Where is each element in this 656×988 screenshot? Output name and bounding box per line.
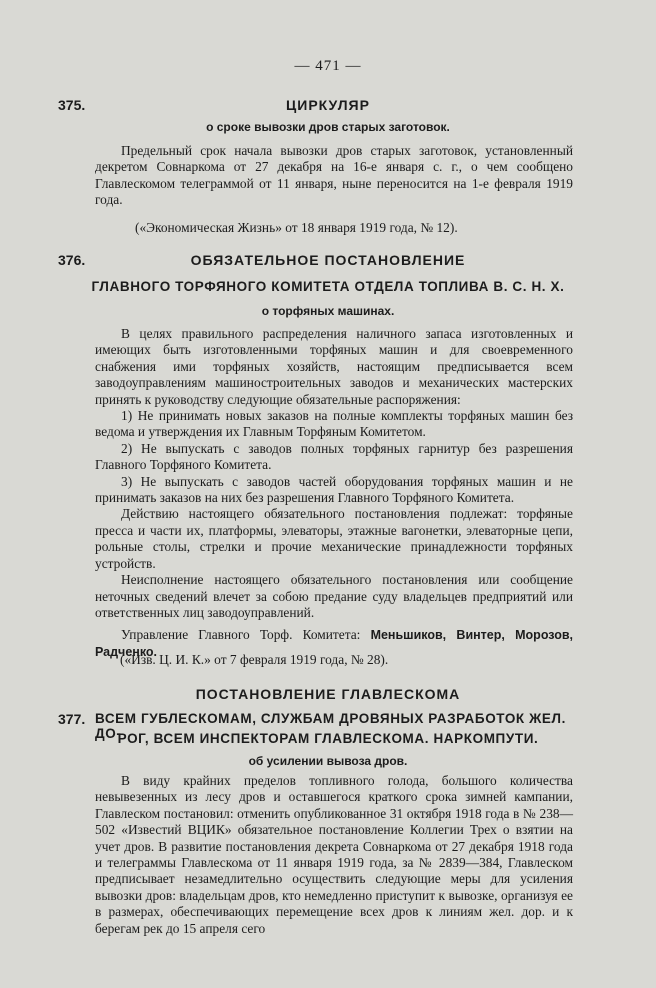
section-377-subtitle: об усилении вывоза дров. [248,754,408,768]
section-376-paragraph-4: 3) Не выпускать с заводов частей оборудования торфяных машин и не принимать заказов на них без разрешения Главного Торфяного Комитета. [95,473,573,506]
section-375-number: 375. [58,97,86,113]
section-377-title-2: РОГ, ВСЕМ ИНСПЕКТОРАМ ГЛАВЛЕСКОМА. НАРКОМПУТИ. [117,731,539,746]
section-377-paragraph: В виду крайних пределов топливного голода, большого количества невывезенных из лесу дров и оставшегося краткого срока зимней кампании, Главлеском постановил: отменить опубликованное 31 октября 1918 года в № 238—502 «Известий ВЦИК» обязательное постановление Коллегии Трех о взятии на учет дров. В развитие постановления декрета Совнаркома от 27 декабря 1918 года и телеграммы Главлескома от 11 января 1919 года, за № 2839—384, Главлеском предписывает незамедлительно осуществить следующие меры для усиления вывозки дров: владельцам дров, кто немедленно приступит к вывозке, организуя ее в размерах, обеспечивающих перемещение всех дров к линиям жел. дор. и к берегам рек до 15 апреля сего [95,773,573,936]
section-377-title: ВСЕМ ГУБЛЕСКОМАМ, СЛУЖБАМ ДРОВЯНЫХ РАЗРАБОТОК ЖЕЛ. ДО- [95,711,566,741]
section-375-paragraph: Предельный срок начала вывозки дров старых заготовок, установленный декретом Совнаркома от 27 декабря на 16-е января с. г., о чем сообщено Главлескомом телеграммой от 11 января, ныне переносится на 1-е февраля 1919 года. [95,143,573,208]
section-376-body [95,326,573,660]
section-376-number: 376. [58,252,86,268]
section-376-paragraph-3: 2) Не выпускать с заводов полных торфяных гарнитур без разрешения Главного Торфяного Комитета. [95,440,573,473]
section-376-title-2: ГЛАВНОГО ТОРФЯНОГО КОМИТЕТА ОТДЕЛА ТОПЛИВА В. С. Н. Х. [91,279,565,294]
section-377-number: 377. [58,711,86,727]
section-377-heading: ПОСТАНОВЛЕНИЕ ГЛАВЛЕСКОМА [195,686,461,702]
section-376-title: ОБЯЗАТЕЛЬНОЕ ПОСТАНОВЛЕНИЕ [190,252,466,268]
section-375-title: ЦИРКУЛЯР [286,97,370,113]
section-375-subtitle: о сроке вывозки дров старых заготовок. [206,120,450,134]
section-377-body [95,773,573,937]
section-376-subtitle: о торфяных машинах. [261,304,395,318]
section-376-paragraph-6: Неисполнение настоящего обязательного постановления или сообщение неточных сведений влечет за собою предание суду владельцев предприятий или ответственных лиц заводоуправлений. [95,572,573,620]
section-376-paragraph-5: Действию настоящего обязательного постановления подлежат: торфяные пресса и части их, платформы, элеваторы, этажные вагонетки, элеваторные цепи, рольные столы, стрелки и прочие механические принадлежности торфяных устройств. [95,506,573,571]
section-375-source: («Экономическая Жизнь» от 18 января 1919 года, № 12). [135,220,458,235]
page-number: — 471 — [294,58,362,74]
signature-names: Меньшиков, Винтер, Морозов, Радченко. [95,628,573,659]
section-375-body [95,143,573,209]
section-376-paragraph-1: В целях правильного распределения наличного запаса изготовленных и имеющих быть изготовленными торфяных машин и для своевременного снабжения ими торфяных хозяйств, настоящим предписывается всем заводоуправлениям машиностроительных заводов и механических мастерских принять к руководству следующие обязательные распоряжения: [95,326,573,407]
section-376-paragraph-2: 1) Не принимать новых заказов на полные комплекты торфяных машин без ведома и утверждения их Главным Торфяным Комитетом. [95,408,573,440]
section-376-source: («Изв. Ц. И. К.» от 7 февраля 1919 года, № 28). [120,652,389,667]
signature-prefix: Управление Главного Торф. Комитета: [121,627,361,643]
